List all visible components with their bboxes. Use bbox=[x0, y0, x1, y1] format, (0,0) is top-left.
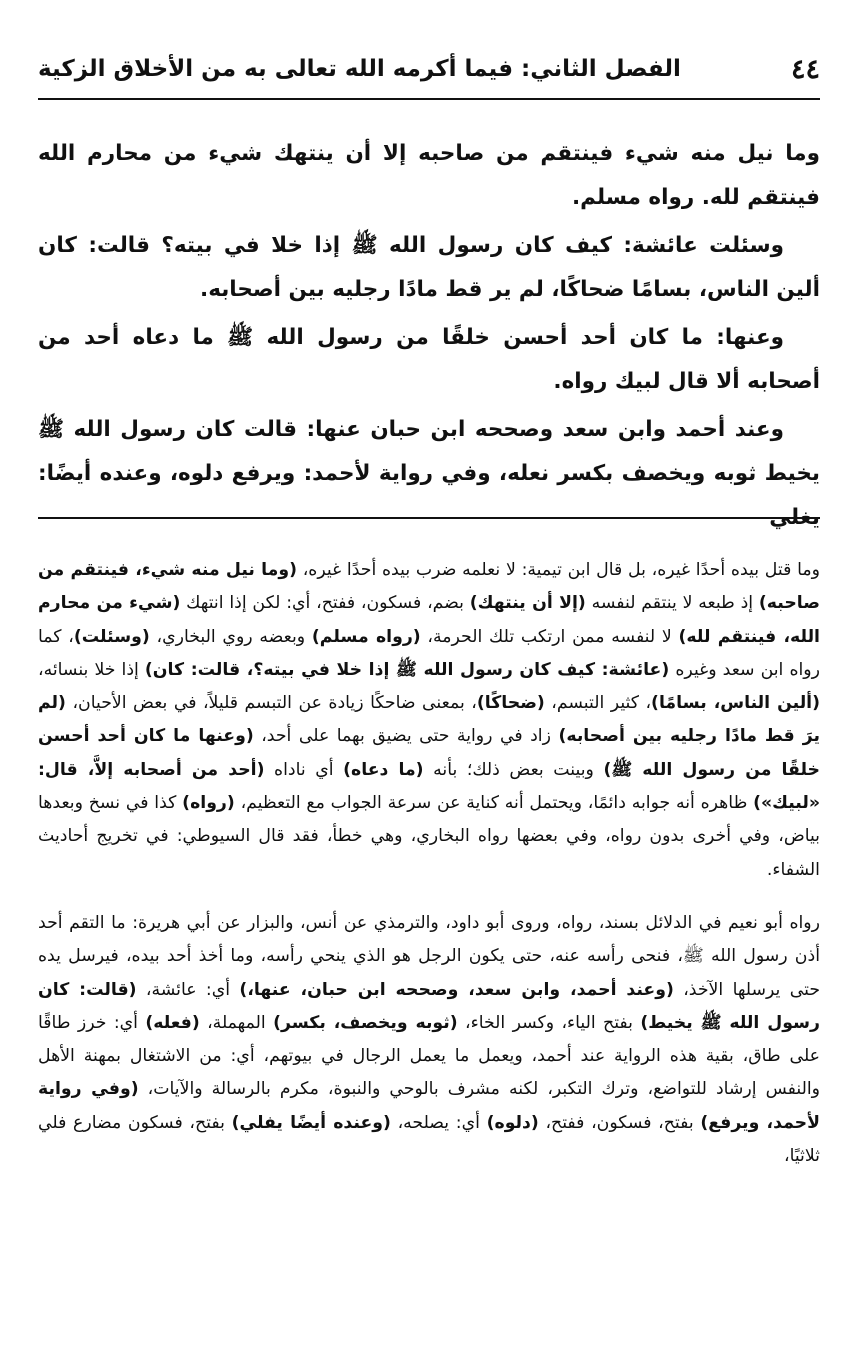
commentary-text: المهملة، bbox=[199, 1012, 274, 1033]
quoted-text: (وفي رواية لأحمد، ويرفع) bbox=[38, 1079, 820, 1133]
page-number: ٤٤ bbox=[790, 54, 820, 85]
commentary-text: لا لنفسه ممن ارتكب تلك الحرمة، bbox=[420, 626, 679, 647]
quoted-text: (ما دعاه) bbox=[343, 759, 424, 780]
hadith-text bbox=[38, 132, 820, 540]
commentary-text: بفتح الياء، وكسر الخاء، bbox=[457, 1012, 641, 1033]
quoted-text: (دلوه) bbox=[486, 1112, 539, 1133]
commentary-text: أي: يصلحه، bbox=[390, 1112, 487, 1133]
commentary-text: ، بمعنى ضاحكًا زيادة عن التبسم قليلاً، في بعض الأحيان، bbox=[65, 693, 477, 714]
quoted-text: (رواه) bbox=[182, 793, 235, 814]
commentary-text: زاد في رواية حتى يضيق بهما على أحد، bbox=[253, 726, 559, 747]
quoted-text: (لم يرَ قط مادًا رجليه بين أصحابه) bbox=[38, 693, 820, 747]
commentary-text: وبعضه روي البخاري، bbox=[149, 626, 312, 647]
hadith-paragraph: وعند أحمد وابن سعد وصححه ابن حبان عنها: قالت كان رسول الله ﷺ يخيط ثوبه ويخصف بكسر نعله، وفي رواية لأحمد: ويرفع دلوه، وعنده أيضًا: يغلي bbox=[38, 417, 820, 530]
quoted-text: (أحد من أصحابه إلاَّ، قال: «لبيك») bbox=[38, 759, 821, 814]
commentary-text: وما قتل بيده أحدًا غيره، بل قال ابن تيمية: لا نعلمه ضرب بيده أحدًا غيره، bbox=[296, 560, 820, 580]
commentary-text: أي: عائشة، bbox=[136, 979, 240, 1000]
quoted-text: (إلا أن ينتهك) bbox=[469, 593, 586, 614]
quoted-text: (قالت: كان رسول الله ﷺ يخيط) bbox=[38, 979, 820, 1033]
commentary-paragraph bbox=[38, 907, 820, 1173]
hadith-paragraph: وعنها: ما كان أحد أحسن خلقًا من رسول الله ﷺ ما دعاه أحد من أصحابه ألا قال لبيك رواه. bbox=[38, 325, 820, 394]
commentary-text: إذا خلا بنسائه، bbox=[38, 659, 145, 680]
hadith-paragraph: وسئلت عائشة: كيف كان رسول الله ﷺ إذا خلا في بيته؟ قالت: كان ألين الناس، بسامًا ضحاكًا، لم ير قط مادًا رجليه بين أصحابه. bbox=[38, 233, 820, 302]
quoted-text: (وعنها ما كان أحد أحسن خلقًا من رسول الله ﷺ) bbox=[38, 726, 820, 780]
section-divider bbox=[38, 517, 820, 519]
commentary-text: بفتح، فسكون مضارع فلي ثلاثيًا، bbox=[38, 1112, 820, 1167]
quoted-text: (شيء من محارم الله، فينتقم لله) bbox=[38, 593, 820, 647]
commentary-text: رواه أبو نعيم في الدلائل بسند، رواه، وروى أبو داود، والترمذي عن أنس، والبزار عن أبي هريرة: ما التقم أحد أذن رسول الله ﷺ، فنحى رأسه عنه، حتى يكون الرجل هو الذي ينحي رأسه، وما أخذ أحد بيده، فيرسل يده حتى يرسلها الآخذ، bbox=[38, 912, 820, 1000]
quoted-text: (وعند أحمد، وابن سعد، وصححه ابن حبان، عنها،) bbox=[239, 979, 674, 1000]
quoted-text: (فعله) bbox=[145, 1012, 200, 1033]
commentary-text: بفتح، فسكون، ففتح، bbox=[538, 1112, 701, 1133]
header-divider bbox=[38, 98, 820, 100]
commentary-text: ظاهره أنه جوابه دائمًا، ويحتمل أنه كناية عن سرعة الجواب مع التعظيم، bbox=[234, 793, 754, 814]
commentary-text: وبينت بعض ذلك؛ بأنه bbox=[423, 759, 604, 780]
hadith-paragraph: وما نيل منه شيء فينتقم من صاحبه إلا أن ينتهك شيء من محارم الله فينتقم لله. رواه مسلم. bbox=[38, 141, 820, 210]
commentary bbox=[38, 554, 820, 1173]
commentary-text: أي: خرز طاقًا على طاق، بقية هذه الرواية عند أحمد، ويعمل ما يعمل الرجال في بيوتهم، أي: من الاشتغال بمهنة الأهل والنفس إرشاد للتواضع، وترك التكبر، لكنه مشرف بالوحي والنبوة، مكرم بالرسالة والآيات، bbox=[38, 1012, 820, 1100]
page-header bbox=[38, 52, 820, 96]
quoted-text: (ضحاكًا) bbox=[476, 693, 545, 714]
quoted-text: (ثوبه ويخصف، بكسر) bbox=[273, 1012, 458, 1033]
commentary-text: إذ طبعه لا ينتقم لنفسه bbox=[585, 593, 759, 614]
quoted-text: (ألين الناس، بسامًا) bbox=[651, 693, 821, 714]
commentary-text: ، كما رواه ابن سعد وغيره bbox=[38, 626, 820, 680]
commentary-text: ، كثير التبسم، bbox=[544, 693, 652, 714]
quoted-text: (عائشة: كيف كان رسول الله ﷺ إذا خلا في بيته؟، قالت: كان) bbox=[144, 659, 670, 680]
quoted-text: (رواه مسلم) bbox=[311, 626, 421, 647]
commentary-text: كذا في نسخ وبعدها بياض، وفي أخرى بدون رواه، وفي بعضها رواه البخاري، وهي خطأ، فقد قال السيوطي: في تخريج أحاديث الشفاء. bbox=[38, 793, 820, 880]
commentary-text: بضم، فسكون، ففتح، أي: لكن إذا انتهك bbox=[180, 593, 470, 614]
quoted-text: (وسئلت) bbox=[73, 626, 150, 647]
commentary-text: أي ناداه bbox=[264, 759, 344, 780]
quoted-text: (وما نيل منه شيء، فينتقم من صاحبه) bbox=[38, 560, 820, 614]
commentary-paragraph bbox=[38, 554, 820, 887]
quoted-text: (وعنده أيضًا يفلي) bbox=[231, 1112, 391, 1133]
running-title: الفصل الثاني: فيما أكرمه الله تعالى به من الأخلاق الزكية bbox=[38, 56, 681, 82]
